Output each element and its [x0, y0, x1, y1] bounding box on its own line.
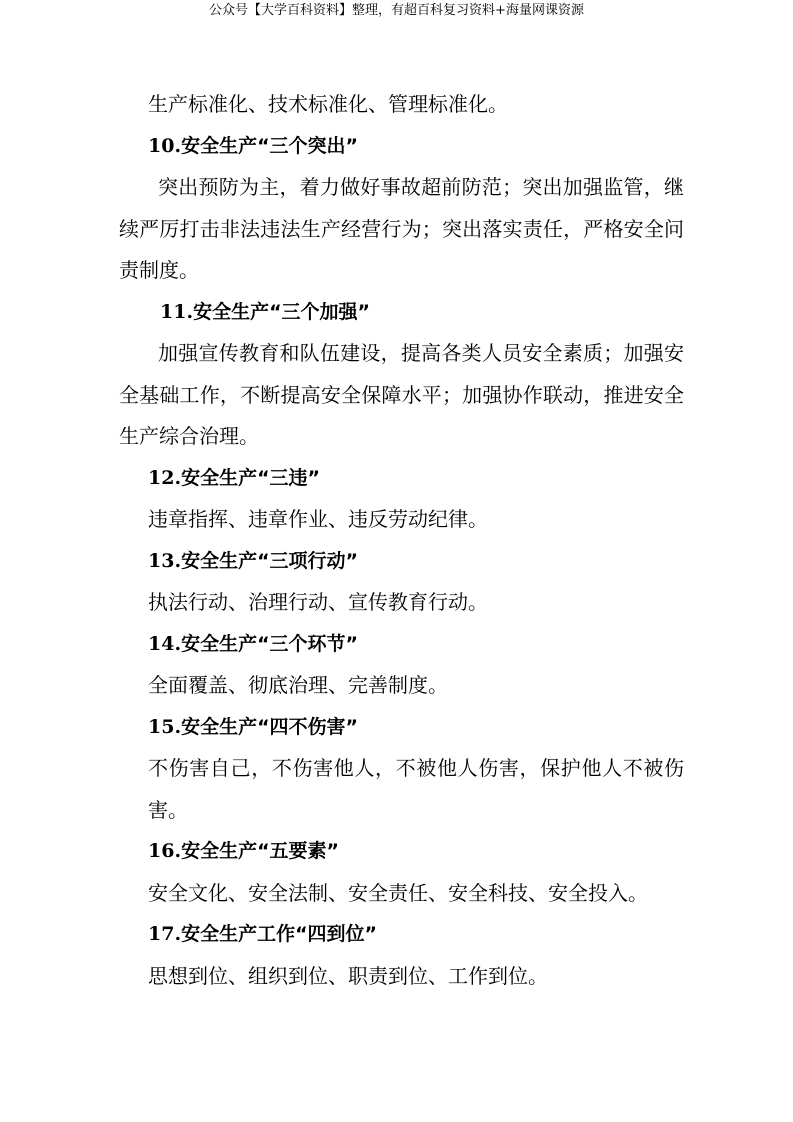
section-title: 安全生产“三违” [181, 466, 321, 489]
paragraph: 生产标准化、技术标准化、管理标准化。 [148, 92, 508, 116]
section-title: 安全生产“三项行动” [181, 549, 359, 572]
section-number: 13. [148, 549, 182, 572]
document-body [119, 84, 684, 997]
section-number: 10. [148, 134, 182, 157]
section-number: 17. [148, 923, 182, 945]
paragraph: 不伤害自己，不伤害他人，不被他人伤害，保护他人不被伤害。 [148, 756, 684, 822]
section-number: 14. [148, 632, 182, 655]
section-heading [119, 914, 684, 956]
section-title: 安全生产“三个环节” [181, 632, 359, 655]
section-heading [119, 292, 684, 334]
page-header: 公众号【大学百科资料】整理，有超百科复习资料+海量网课资源 [209, 3, 584, 18]
section-heading [119, 126, 684, 168]
section-title: 安全生产工作“四到位” [181, 923, 378, 945]
paragraph: 执法行动、治理行动、宣传教育行动。 [148, 590, 488, 614]
section-heading [119, 458, 684, 500]
paragraph: 加强宣传教育和队伍建设，提高各类人员安全素质；加强安全基础工作，不断提高安全保障水平；加强协作联动，推进安全生产综合治理。 [119, 341, 684, 448]
section-heading [119, 541, 684, 583]
paragraph: 违章指挥、违章作业、违反劳动纪律。 [148, 507, 488, 531]
section-number: 15. [148, 715, 182, 738]
paragraph: 思想到位、组织到位、职责到位、工作到位。 [148, 963, 548, 988]
section-number: 16. [148, 840, 182, 862]
section-title: 安全生产“五要素” [181, 840, 340, 862]
section-number: 11. [160, 300, 194, 323]
paragraph: 安全文化、安全法制、安全责任、安全科技、安全投入。 [148, 880, 648, 905]
section-title: 安全生产“三个加强” [193, 300, 371, 323]
section-title: 安全生产“三个突出” [181, 134, 359, 157]
section-heading [119, 707, 684, 749]
section-heading [119, 624, 684, 666]
paragraph: 全面覆盖、彻底治理、完善制度。 [148, 673, 448, 697]
section-number: 12. [148, 466, 182, 489]
section-title: 安全生产“四不伤害” [181, 715, 359, 738]
section-heading [119, 831, 684, 873]
paragraph: 突出预防为主，着力做好事故超前防范；突出加强监管，继续严厉打击非法违法生产经营行为；突出落实责任，严格安全问责制度。 [119, 175, 684, 282]
